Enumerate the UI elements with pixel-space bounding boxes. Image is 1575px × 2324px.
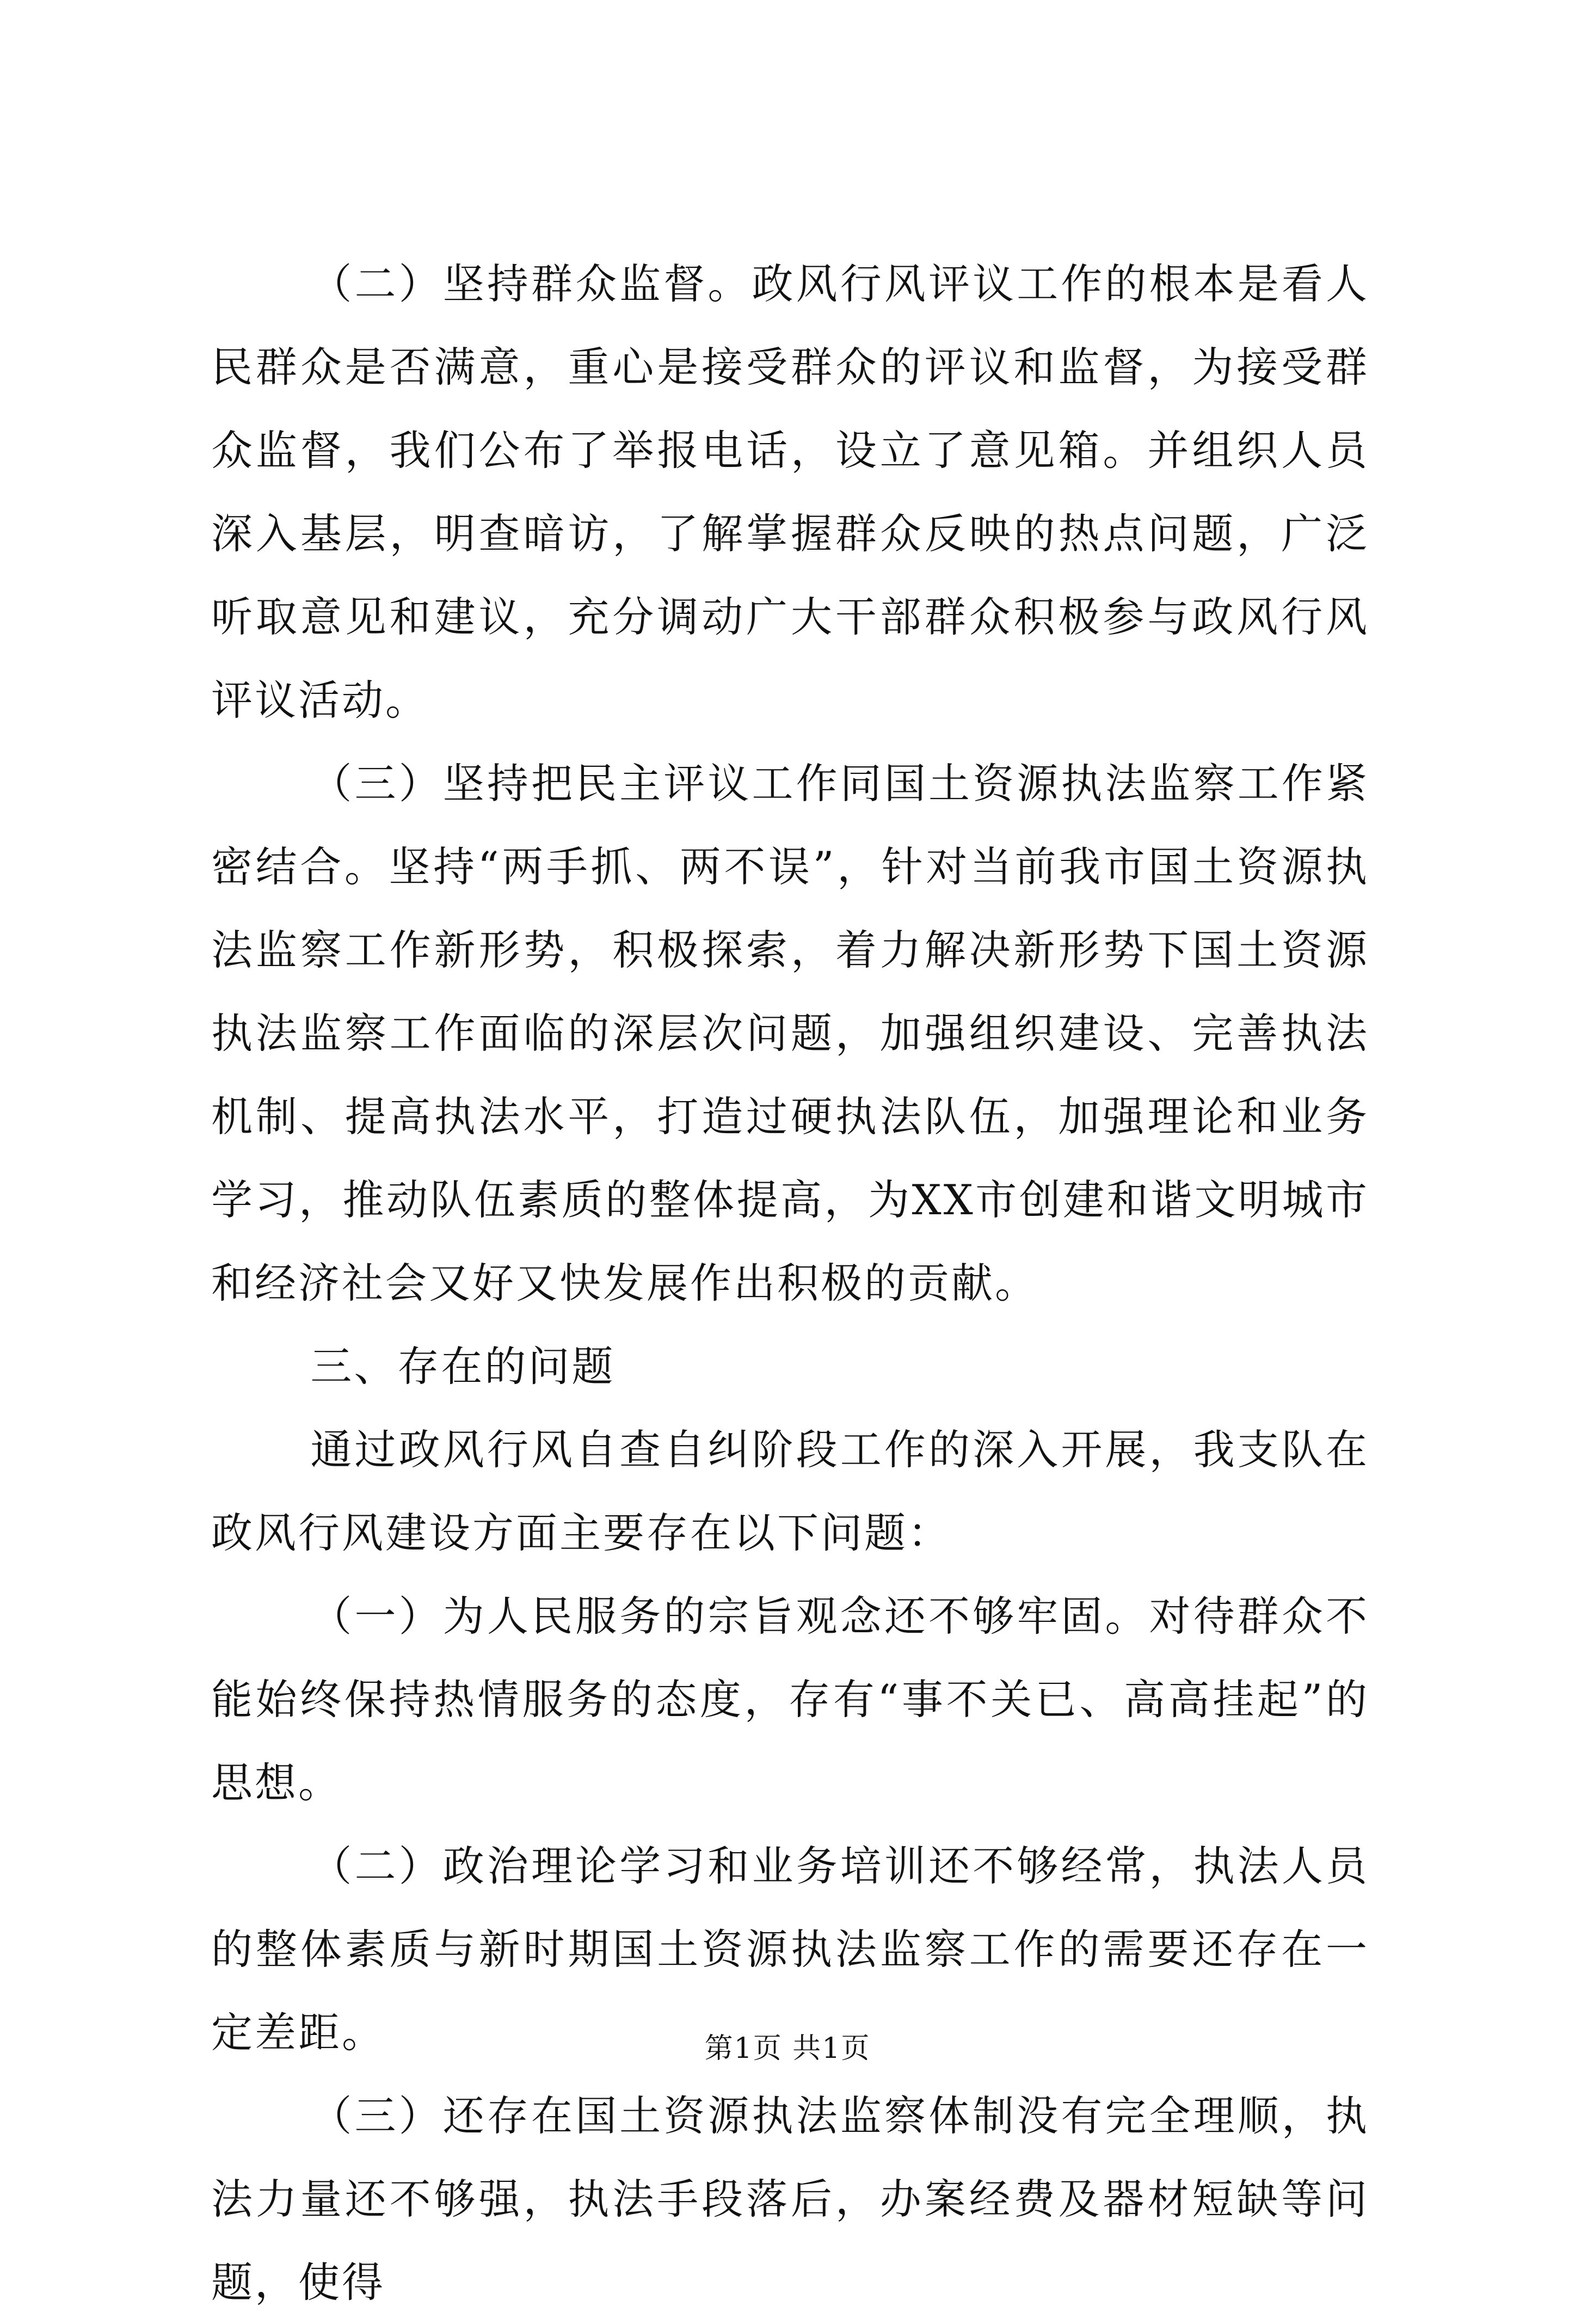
paragraph-problem-2: （二）政治理论学习和业务培训还不够经常，执法人员的整体素质与新时期国土资源执法监察工作的需要还存在一定差距。 — [211, 1842, 1369, 2057]
page-number-footer: 第1页 共1页 — [704, 2032, 871, 2065]
paragraph-problem-1: （一）为人民服务的宗旨观念还不够牢固。对待群众不能始终保持热情服务的态度，存有“事不关已、高高挂起”的思想。 — [211, 1592, 1369, 1807]
paragraph-supervision: （二）坚持群众监督。政风行风评议工作的根本是看人民群众是否满意，重心是接受群众的评议和监督，为接受群众监督，我们公布了举报电话，设立了意见箱。并组织人员深入基层，明查暗访，了解掌握群众反映的热点问题，广泛听取意见和建议，充分调动广大干部群众积极参与政风行风评议活动。 — [211, 260, 1369, 724]
paragraph-problem-3: （三）还存在国土资源执法监察体制没有完全理顺，执法力量还不够强，执法手段落后，办案经费及器材短缺等问题，使得 — [211, 2092, 1369, 2307]
paragraph-problems-intro: 通过政风行风自查自纠阶段工作的深入开展，我支队在政风行风建设方面主要存在以下问题： — [211, 1425, 1369, 1557]
paragraph-combination: （三）坚持把民主评议工作同国土资源执法监察工作紧密结合。坚持“两手抓、两不误”，针对当前我市国土资源执法监察工作新形势，积极探索，着力解决新形势下国土资源执法监察工作面临的深层次问题，加强组织建设、完善执法机制、提高执法水平，打造过硬执法队伍，加强理论和业务学习，推动队伍素质的整体提高，为XX市创建和谐文明城市和经济社会又好又快发展作出积极的贡献。 — [211, 759, 1369, 1307]
section-heading-problems: 三、存在的问题 — [310, 1342, 616, 1391]
document-body — [211, 242, 1369, 2324]
